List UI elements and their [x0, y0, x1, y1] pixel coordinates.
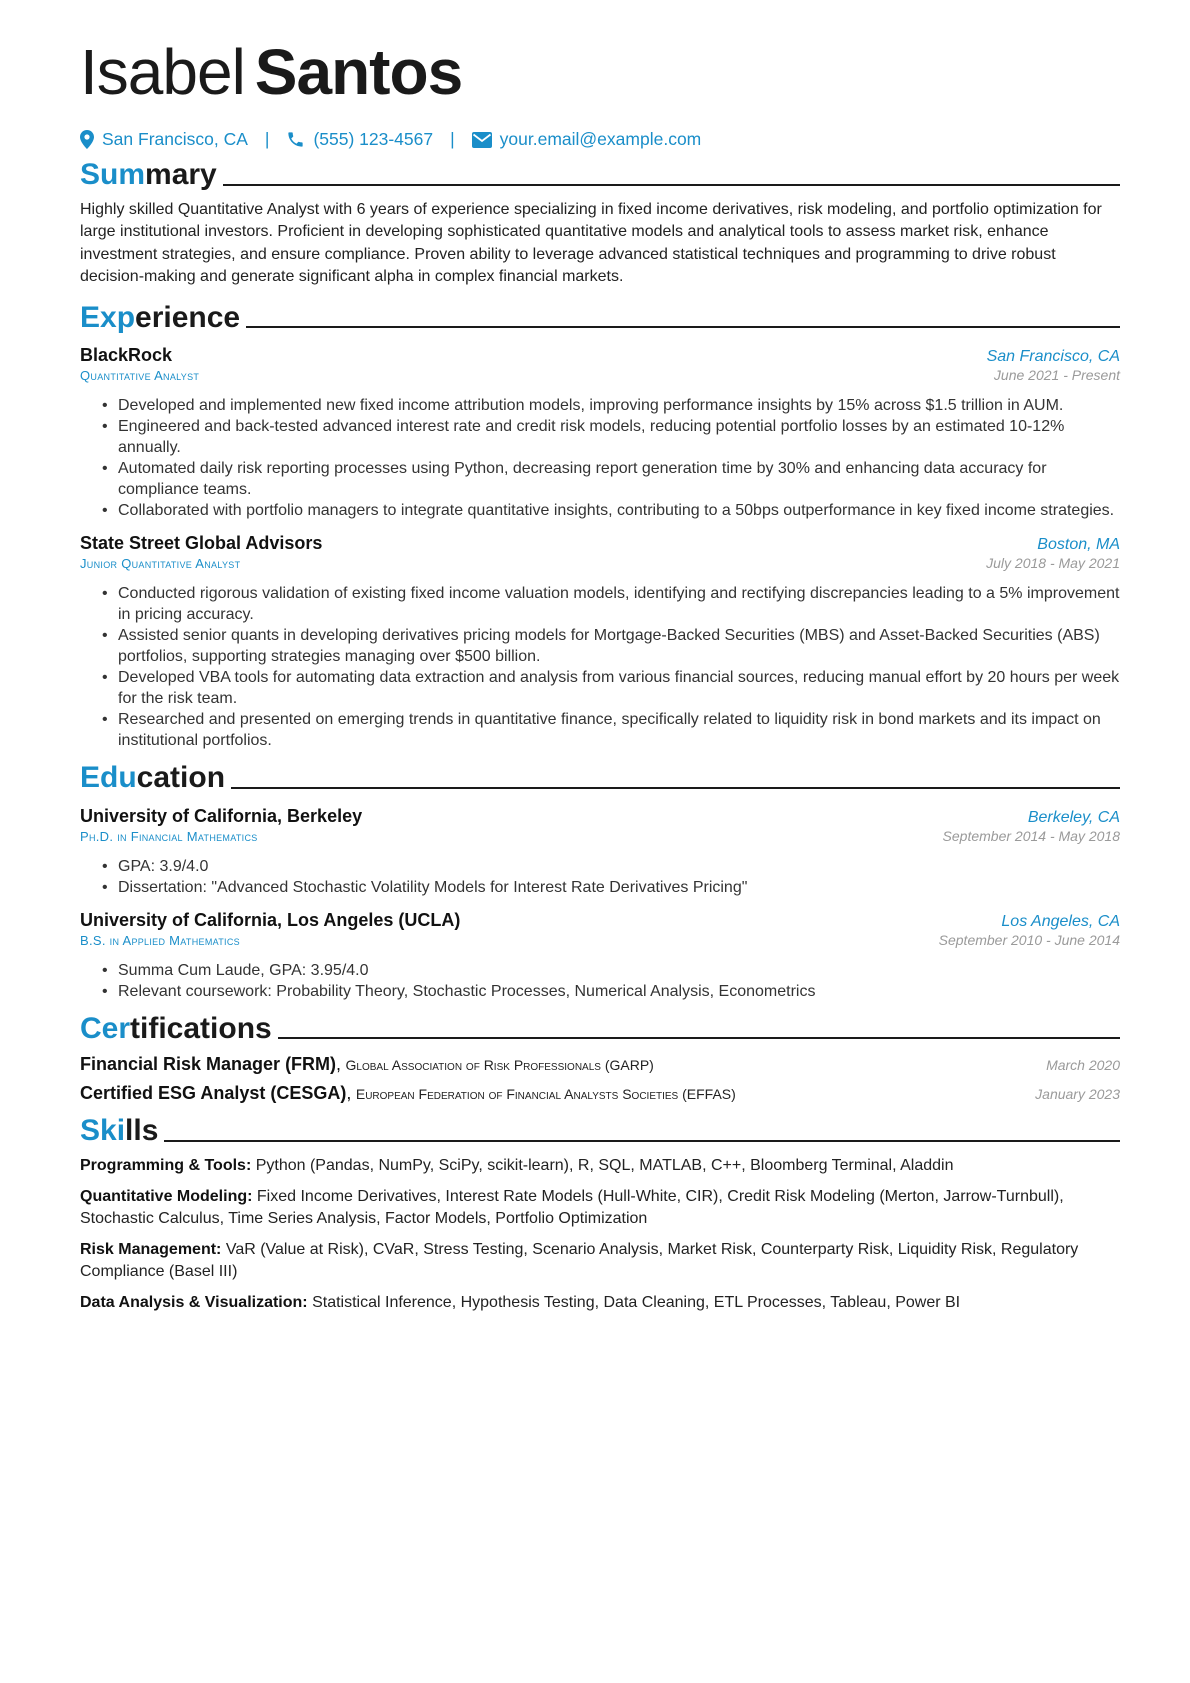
section-title-accent: Edu — [80, 761, 137, 794]
section-title-certifications — [80, 1012, 272, 1047]
achievement-item: • Developed VBA tools for automating data extraction and analysis from various financial sources, reducing manual effort by 20 hours per week for the risk team. — [118, 667, 1120, 709]
section-title-accent: Exp — [80, 300, 136, 334]
contact-phone[interactable] — [286, 129, 433, 150]
section-divider — [164, 1140, 1120, 1142]
contact-separator: | — [264, 129, 270, 149]
skill-row — [80, 1292, 1120, 1314]
contact-location — [80, 129, 248, 150]
section-title-rest: erience — [135, 300, 241, 334]
education-detail-item: • GPA: 3.9/4.0 — [118, 856, 1120, 877]
section-title-skills — [80, 1114, 158, 1149]
achievement-item: • Collaborated with portfolio managers to integrate quantitative insights, contributing to a 50bps outperformance in key fixed income strategies. — [118, 500, 1120, 521]
certifications-section-header — [80, 1012, 1120, 1047]
experience-entry — [80, 345, 1120, 521]
education-detail-item: • Dissertation: "Advanced Stochastic Volatility Models for Interest Rate Derivatives Pricing" — [118, 877, 1120, 898]
section-title-accent: Cer — [80, 1011, 131, 1045]
skill-category: Quantitative Modeling: — [80, 1187, 253, 1205]
education-section-header — [80, 761, 1120, 796]
section-divider — [246, 326, 1120, 328]
achievement-list — [80, 583, 1120, 751]
skill-category: Data Analysis & Visualization: — [80, 1293, 308, 1311]
section-title-experience — [80, 301, 240, 336]
certification-separator: , — [346, 1083, 352, 1103]
education-entry — [80, 806, 1120, 898]
job-dates: July 2018 - May 2021 — [986, 555, 1120, 571]
summary-section-header — [80, 158, 1120, 193]
skill-row — [80, 1186, 1120, 1230]
achievement-item: • Developed and implemented new fixed income attribution models, improving performance insights by 15% across $1.5 trillion in AUM. — [118, 395, 1120, 416]
experience-entry — [80, 533, 1120, 751]
summary-text: Highly skilled Quantitative Analyst with 6 years of experience specializing in fixed income derivatives, risk modeling, and portfolio optimization for large institutional investors. Proficient in developing sophisticated quantitative models and analytical tools to assess market risk, enhance investment strategies, and ensure compliance. Proven ability to leverage advanced statistical techniques and programming to drive robust decision-making and generate significant alpha in complex financial markets. — [80, 200, 1102, 285]
education-detail-item: • Summa Cum Laude, GPA: 3.95/4.0 — [118, 960, 1120, 981]
section-title-rest: cation — [136, 761, 226, 794]
section-title-rest: tifications — [130, 1011, 272, 1045]
section-title-accent: Ski — [80, 1114, 126, 1147]
certification-name: Financial Risk Manager (FRM) — [80, 1054, 337, 1074]
certification-issuer: Global Association of Risk Professionals (GARP) — [345, 1057, 654, 1073]
location-text: San Francisco, CA — [102, 129, 248, 149]
employer-name: BlackRock — [80, 345, 173, 365]
skill-category: Risk Management: — [80, 1240, 222, 1258]
section-divider — [223, 184, 1120, 186]
study-dates: September 2014 - May 2018 — [942, 827, 1120, 844]
certification-issuer: European Federation of Financial Analysts Societies (EFFAS) — [355, 1086, 736, 1102]
certification-name: Certified ESG Analyst (CESGA) — [80, 1083, 347, 1103]
skill-items: VaR (Value at Risk), CVaR, Stress Testing, Scenario Analysis, Market Risk, Counterparty Risk, Liquidity Risk, Regulatory Compliance (Basel III) — [80, 1240, 1079, 1280]
skill-category: Programming & Tools: — [80, 1156, 252, 1174]
achievement-item: • Automated daily risk reporting processes using Python, decreasing report generation time by 30% and enhancing data accuracy for compliance teams. — [118, 458, 1120, 500]
envelope-icon — [472, 132, 492, 148]
candidate-name — [80, 36, 1120, 108]
contact-email[interactable] — [472, 129, 702, 150]
school-location: Los Angeles, CA — [1001, 912, 1120, 930]
experience-section-header — [80, 301, 1120, 336]
skill-items: Statistical Inference, Hypothesis Testing, Data Cleaning, ETL Processes, Tableau, Power BI — [312, 1293, 961, 1311]
contact-separator: | — [450, 129, 455, 149]
section-title-summary — [80, 158, 217, 193]
last-name: Santos — [254, 36, 463, 108]
certification-item — [80, 1054, 1120, 1075]
phone-text[interactable]: (555) 123-4567 — [313, 129, 434, 149]
achievement-item: • Conducted rigorous validation of existing fixed income valuation models, identifying and rectifying discrepancies leading to a 5% improvement in pricing accuracy. — [118, 583, 1120, 625]
phone-icon — [286, 130, 305, 149]
section-title-accent: Sum — [80, 158, 146, 191]
section-title-rest: lls — [125, 1114, 159, 1147]
education-detail-list — [80, 856, 1120, 898]
certification-item — [80, 1083, 1120, 1104]
achievement-list — [80, 395, 1120, 521]
achievement-item: • Engineered and back-tested advanced interest rate and credit risk models, reducing potential portfolio losses by an estimated 10-12% annually. — [118, 416, 1120, 458]
employer-name: State Street Global Advisors — [80, 533, 323, 553]
certification-separator: , — [336, 1054, 342, 1074]
study-dates: September 2010 - June 2014 — [938, 931, 1120, 948]
skill-items: Python (Pandas, NumPy, SciPy, scikit-learn), R, SQL, MATLAB, C++, Bloomberg Terminal, Aladdin — [255, 1156, 954, 1174]
skills-section-header — [80, 1114, 1120, 1149]
section-divider — [231, 787, 1120, 789]
skill-row — [80, 1155, 1120, 1177]
skill-row — [80, 1239, 1120, 1283]
first-name: Isabel — [80, 36, 245, 108]
job-dates: June 2021 - Present — [993, 367, 1120, 383]
section-title-education — [80, 761, 225, 796]
map-marker-icon — [80, 130, 94, 149]
job-title: Junior Quantitative Analyst — [80, 556, 241, 571]
contact-bar — [80, 129, 1120, 150]
certification-date: March 2020 — [1046, 1057, 1120, 1073]
education-detail-list — [80, 960, 1120, 1002]
job-title: Quantitative Analyst — [80, 368, 200, 383]
degree: Ph.D. in Financial Mathematics — [80, 828, 258, 844]
degree: B.S. in Applied Mathematics — [80, 932, 240, 948]
school-location: Berkeley, CA — [1027, 808, 1120, 826]
education-entry — [80, 910, 1120, 1002]
school-name: University of California, Los Angeles (UCLA) — [80, 909, 461, 930]
certification-date: January 2023 — [1035, 1086, 1120, 1102]
job-location: Boston, MA — [1037, 536, 1120, 553]
email-link[interactable]: your.email@example.com — [499, 129, 702, 149]
achievement-item: • Assisted senior quants in developing derivatives pricing models for Mortgage-Backed Securities (MBS) and Asset-Backed Securities (ABS) portfolios, supporting strategies managing over $500 billion. — [118, 625, 1120, 667]
education-detail-item: • Relevant coursework: Probability Theory, Stochastic Processes, Numerical Analysis, Econometrics — [118, 981, 1120, 1002]
job-location: San Francisco, CA — [986, 348, 1120, 365]
skill-items: Fixed Income Derivatives, Interest Rate Models (Hull-White, CIR), Credit Risk Modeling (Merton, Jarrow-Turnbull), Stochastic Calculus, Time Series Analysis, Factor Models, Portfolio Optimization — [80, 1187, 1064, 1227]
achievement-item: • Researched and presented on emerging trends in quantitative finance, specifically related to liquidity risk in bond markets and its impact on institutional portfolios. — [118, 709, 1120, 751]
section-divider — [278, 1037, 1120, 1039]
school-name: University of California, Berkeley — [80, 805, 363, 826]
section-title-rest: mary — [145, 158, 217, 191]
